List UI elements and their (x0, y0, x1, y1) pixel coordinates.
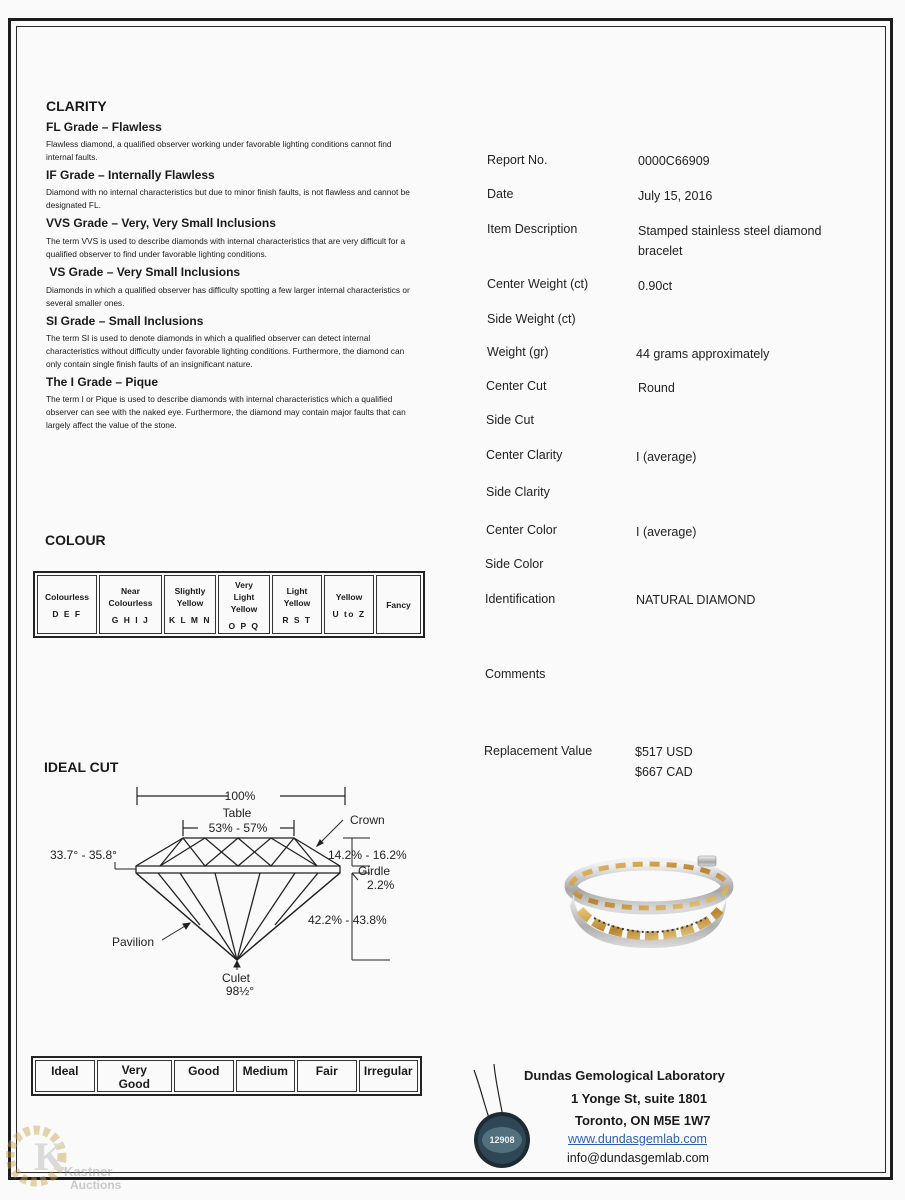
grade-if-desc: Diamond with no internal characteristics but due to minor finish faults, is not flawless and cannot be designated FL. (46, 187, 410, 210)
grade-si-title: SI Grade – Small Inclusions (46, 314, 204, 328)
ideal-cut-title: IDEAL CUT (44, 759, 119, 775)
colour-cell (376, 575, 421, 634)
lab-name: Dundas Gemological Laboratory (524, 1068, 725, 1083)
side-clarity-label: Side Clarity (486, 485, 550, 499)
colour-cell-grades: D E F (52, 608, 82, 619)
item-description-value: Stamped stainless steel diamond bracelet (638, 224, 822, 258)
center-cut-label: Center Cut (486, 379, 547, 393)
lab-address-line2: Toronto, ON M5E 1W7 (575, 1113, 711, 1128)
colour-cell-label: Very Light Yellow (230, 579, 258, 614)
grade-vs-title: VS Grade – Very Small Inclusions (46, 265, 241, 279)
clarity-title: CLARITY (46, 98, 107, 114)
colour-cell (37, 575, 97, 634)
cut-grade-cell: Irregular (359, 1060, 419, 1092)
center-weight-value: 0.90ct (638, 279, 673, 293)
colour-cell-grades: K L M N (169, 614, 211, 625)
colour-cell-grades: U to Z (332, 608, 366, 619)
comments-label: Comments (485, 667, 546, 681)
report-no-value: 0000C66909 (638, 154, 710, 168)
date-label: Date (487, 187, 514, 201)
watermark-line2: Auctions (70, 1178, 122, 1192)
center-clarity-label: Center Clarity (486, 448, 563, 462)
replacement-value-value: $517 USD $667 CAD (635, 745, 693, 779)
center-weight-label: Center Weight (ct) (487, 277, 589, 291)
colour-cell-label: Light Yellow (283, 585, 311, 608)
total-width-label: 100% (224, 789, 256, 803)
auction-house-watermark-logo (6, 1118, 136, 1194)
colour-cell-label: Yellow (335, 591, 363, 602)
svg-text:K: K (34, 1134, 66, 1179)
center-cut-value: Round (638, 381, 675, 395)
colour-cell-label: Colourless (45, 591, 89, 602)
side-color-label: Side Color (485, 557, 544, 571)
colour-cell-label: Fancy (386, 599, 411, 610)
pavilion-depth-label: 42.2% - 43.8% (308, 913, 387, 927)
lab-address-line1: 1 Yonge St, suite 1801 (571, 1091, 708, 1106)
item-description-label: Item Description (487, 222, 578, 236)
grade-if-title: IF Grade – Internally Flawless (46, 168, 215, 182)
lab-email: info@dundasgemlab.com (567, 1151, 709, 1165)
identification-value: NATURAL DIAMOND (636, 593, 756, 607)
cut-grade-cell: Ideal (35, 1060, 95, 1092)
table-range-label: 53% - 57% (208, 821, 268, 835)
seal-number: 12908 (489, 1135, 515, 1145)
pavilion-label: Pavilion (112, 935, 155, 949)
date-value: July 15, 2016 (638, 189, 713, 203)
grade-i-title: The I Grade – Pique (46, 375, 159, 389)
cut-grade-cell: Very Good (97, 1060, 173, 1092)
culet-value-label: 98½° (225, 984, 255, 998)
report-no-label: Report No. (487, 153, 548, 167)
center-color-label: Center Color (486, 523, 557, 537)
grade-vvs-title: VVS Grade – Very, Very Small Inclusions (46, 216, 276, 230)
colour-scale-table (33, 571, 425, 638)
culet-label: Culet (221, 971, 251, 985)
grade-vs-desc: Diamonds in which a qualified observer has difficulty spotting a few larger internal characteristics or several smaller ones. (46, 285, 410, 308)
side-cut-label: Side Cut (486, 413, 534, 427)
girdle-label: Girdle (358, 864, 391, 878)
colour-cell (272, 575, 322, 634)
cut-grade-table (31, 1056, 422, 1096)
cut-grade-cell: Good (174, 1060, 234, 1092)
colour-cell-grades: O P Q (228, 620, 260, 631)
colour-cell-grades: G H I J (111, 614, 150, 625)
table-label: Table (222, 806, 252, 820)
grade-vvs-desc: The term VVS is used to describe diamonds with internal characteristics that are very difficult for a qualified observer to find under favorable lighting conditions. (46, 236, 406, 259)
grade-i-desc: The term I or Pique is used to describe diamonds with internal characteristics which a qualified observer can see with the naked eye. Furthermore, the diamond may contain major faults that can largely affect the value of the stone. (46, 394, 406, 430)
lab-website-link[interactable]: www.dundasgemlab.com (568, 1132, 707, 1146)
colour-cell (164, 575, 216, 634)
colour-cell-label: Near Colourless (108, 585, 153, 608)
replacement-value-label: Replacement Value (484, 744, 593, 758)
cut-grade-cell: Fair (297, 1060, 357, 1092)
colour-cell-grades: R S T (282, 614, 312, 625)
center-clarity-value: I (average) (636, 450, 697, 464)
identification-label: Identification (485, 592, 556, 606)
colour-title: COLOUR (45, 532, 106, 548)
watermark-line1: Kastner (64, 1164, 113, 1179)
grade-fl-title: FL Grade – Flawless (46, 120, 162, 134)
grade-si-desc: The term SI is used to denote diamonds in which a qualified observer can detect internal characteristics without difficulty under favorable lighting conditions. Furthermore, the diamond can only contain single finish faults of an insignificant nature. (46, 333, 405, 369)
grade-fl-desc: Flawless diamond, a qualified observer working under favorable lighting conditions cannot find internal faults. (46, 139, 392, 162)
side-weight-label: Side Weight (ct) (487, 312, 576, 326)
girdle-value-label: 2.2% (367, 878, 395, 892)
bracelet-photo (560, 848, 738, 950)
colour-cell-label: Slightly Yellow (174, 585, 206, 608)
colour-cell (218, 575, 270, 634)
weight-gr-value: 44 grams approximately (636, 347, 770, 361)
diamond-proportions-diagram (40, 780, 430, 1005)
weight-gr-label: Weight (gr) (487, 345, 549, 359)
crown-height-label: 14.2% - 16.2% (328, 848, 407, 862)
crown-label: Crown (350, 813, 385, 827)
crown-angle-label: 33.7° - 35.8° (50, 848, 117, 862)
cut-grade-cell: Medium (236, 1060, 296, 1092)
diamond-outline (136, 838, 340, 960)
colour-cell (99, 575, 162, 634)
center-color-value: I (average) (636, 525, 697, 539)
colour-cell (324, 575, 374, 634)
